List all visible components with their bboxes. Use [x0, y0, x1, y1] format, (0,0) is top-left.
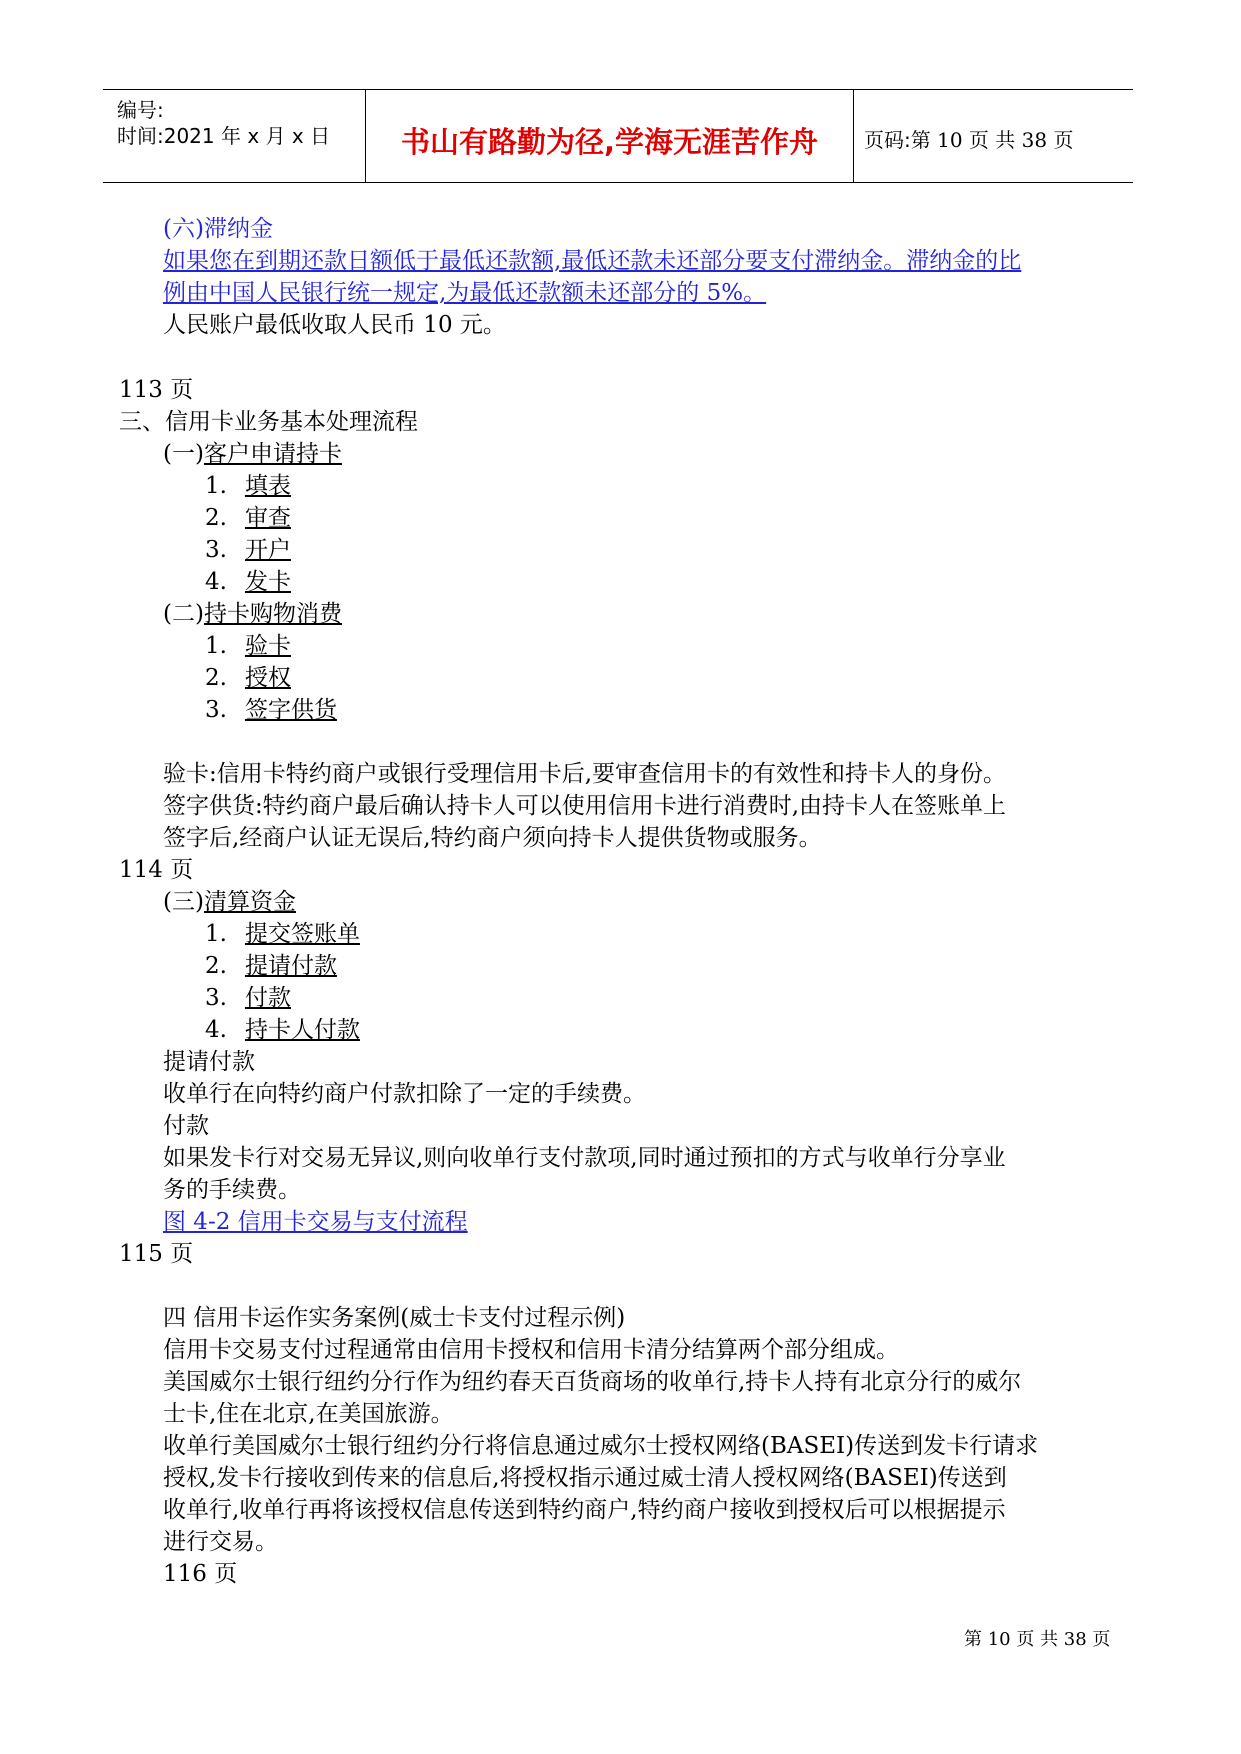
late-fee-heading[interactable] [163, 213, 273, 245]
list-item [205, 1014, 360, 1046]
page-prefix: 页码:第 [864, 128, 931, 152]
list-number: 2. [205, 953, 227, 979]
list-item [205, 566, 291, 598]
list-item [205, 470, 291, 502]
list-text[interactable]: 开户 [244, 537, 291, 563]
late-fee-prefix: (六)滞纳金 [163, 216, 273, 242]
case-paragraph-1: 信用卡交易支付过程通常由信用卡授权和信用卡清分结算两个部分组成。 [163, 1337, 899, 1363]
page-mid: 页 共 [968, 128, 1016, 152]
header-page-cell [854, 90, 1133, 182]
case-paragraph-3-line-2: 授权,发卡行接收到传来的信息后,将授权指示通过威士清人授权网络(BASEI)传送到 [163, 1465, 1007, 1491]
list-number: 2. [205, 665, 227, 691]
list-number: 3. [205, 697, 227, 723]
list-item [205, 534, 291, 566]
list-text[interactable]: 付款 [244, 985, 291, 1011]
request-payment-paragraph: 收单行在向特约商户付款扣除了一定的手续费。 [163, 1081, 646, 1107]
page-ref-113: 113 页 [119, 377, 194, 403]
header-motto-cell [366, 90, 854, 182]
list-item [205, 662, 291, 694]
page-current: 10 [937, 128, 963, 152]
payment-paragraph-line-1: 如果发卡行对交易无异议,则向收单行支付款项,同时通过预扣的方式与收单行分享业 [163, 1145, 1006, 1171]
list-number: 1. [205, 921, 227, 947]
list-item [205, 918, 360, 950]
late-fee-paragraph-line-1[interactable]: 如果您在到期还款日额低于最低还款额,最低还款未还部分要支付滞纳金。滞纳金的比 [163, 248, 1022, 274]
list-number: 2. [205, 505, 227, 531]
list-item [205, 694, 337, 726]
list-number: 1. [205, 473, 227, 499]
page-ref-116: 116 页 [163, 1561, 238, 1587]
list-number: 1. [205, 633, 227, 659]
header-info-cell [103, 90, 366, 182]
document-number-label: 编号: [117, 98, 164, 122]
list-text[interactable]: 提交签账单 [244, 921, 360, 947]
case-paragraph-3-line-3: 收单行,收单行再将该授权信息传送到特约商户,特约商户接收到授权后可以根据提示 [163, 1497, 1006, 1523]
case-paragraph-2-line-1: 美国威尔士银行纽约分行作为纽约春天百货商场的收单行,持卡人持有北京分行的威尔 [163, 1369, 1022, 1395]
list-text[interactable]: 审查 [244, 505, 291, 531]
list-number: 3. [205, 985, 227, 1011]
subsection-prefix: (三) [163, 889, 204, 915]
subsection-title[interactable]: 客户申请持卡 [203, 441, 342, 467]
subsection-prefix: (一) [163, 441, 204, 467]
sign-supply-paragraph-line-1: 签字供货:特约商户最后确认持卡人可以使用信用卡进行消费时,由持卡人在签账单上 [163, 793, 1007, 819]
subsection-card-shopping [163, 598, 342, 630]
payment-paragraph-line-2: 务的手续费。 [163, 1177, 301, 1203]
subsection-apply-card [163, 438, 342, 470]
page-suffix: 页 [1053, 128, 1074, 152]
page-footer: 第 10 页 共 38 页 [964, 1629, 1111, 1650]
page-header [103, 89, 1133, 183]
section-four-heading: 四 信用卡运作实务案例(威士卡支付过程示例) [163, 1305, 626, 1331]
page-ref-115: 115 页 [119, 1241, 194, 1267]
list-text[interactable]: 授权 [244, 665, 291, 691]
list-item [205, 502, 291, 534]
list-number: 3. [205, 537, 227, 563]
subsection-title[interactable]: 清算资金 [203, 889, 296, 915]
subsection-prefix: (二) [163, 601, 204, 627]
list-text[interactable]: 发卡 [244, 569, 291, 595]
request-payment-heading: 提请付款 [163, 1049, 255, 1075]
list-text[interactable]: 验卡 [244, 633, 291, 659]
case-paragraph-3-line-4: 进行交易。 [163, 1529, 278, 1555]
document-time-label: 时间:2021 年 x 月 x 日 [117, 124, 331, 148]
page-ref-114: 114 页 [119, 857, 194, 883]
case-paragraph-2-line-2: 士卡,住在北京,在美国旅游。 [163, 1401, 454, 1427]
subsection-clearing [163, 886, 296, 918]
min-charge-line: 人民账户最低收取人民币 10 元。 [163, 312, 506, 338]
late-fee-paragraph-line-2[interactable]: 例由中国人民银行统一规定,为最低还款额未还部分的 5%。 [163, 280, 767, 306]
page-total: 38 [1021, 128, 1048, 152]
list-text[interactable]: 签字供货 [244, 697, 337, 723]
list-number: 4. [205, 569, 227, 595]
list-item [205, 950, 337, 982]
list-text[interactable]: 提请付款 [244, 953, 337, 979]
figure-4-2-link[interactable]: 图 4-2 信用卡交易与支付流程 [163, 1209, 468, 1235]
list-item [205, 630, 291, 662]
sign-supply-paragraph-line-2: 签字后,经商户认证无误后,特约商户须向持卡人提供货物或服务。 [163, 825, 822, 851]
list-text[interactable]: 填表 [244, 473, 291, 499]
header-page-number [864, 124, 1073, 153]
list-text[interactable]: 持卡人付款 [244, 1017, 360, 1043]
subsection-title[interactable]: 持卡购物消费 [203, 601, 342, 627]
list-item [205, 982, 291, 1014]
verify-card-paragraph: 验卡:信用卡特约商户或银行受理信用卡后,要审查信用卡的有效性和持卡人的身份。 [163, 761, 1007, 787]
header-motto: 书山有路勤为径,学海无涯苦作舟 [400, 125, 819, 159]
section-three-heading: 三、信用卡业务基本处理流程 [119, 409, 418, 435]
case-paragraph-3-line-1: 收单行美国威尔士银行纽约分行将信息通过威尔士授权网络(BASEI)传送到发卡行请求 [163, 1433, 1039, 1459]
list-number: 4. [205, 1017, 227, 1043]
payment-heading: 付款 [163, 1113, 209, 1139]
